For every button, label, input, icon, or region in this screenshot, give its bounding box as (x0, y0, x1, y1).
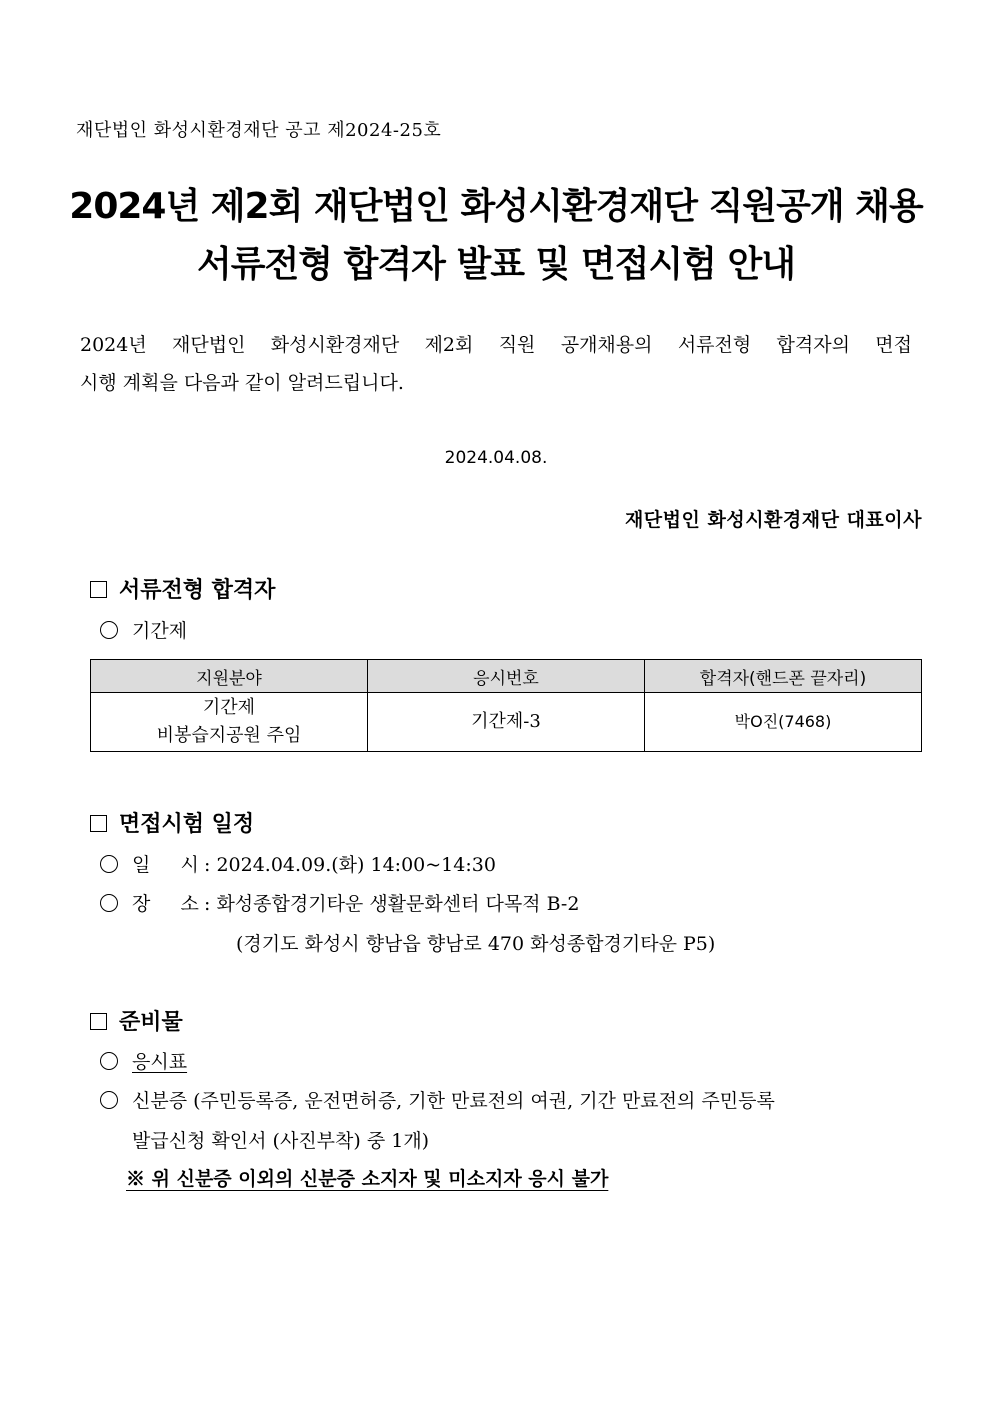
id-card-text-line1: 신분증 (주민등록증, 운전면허증, 기한 만료전의 여권, 기간 만료전의 주민등록 (132, 1090, 775, 1112)
table-header-cell: 응시번호 (368, 660, 645, 693)
bullet-text: 기간제 (132, 620, 188, 642)
date-label: 일 시 (132, 854, 199, 876)
section-title: 면접시험 일정 (119, 812, 255, 837)
place-label: 장 소 (132, 893, 199, 915)
page-title-line2: 서류전형 합격자 발표 및 면접시험 안내 (196, 244, 796, 285)
circle-bullet-icon (100, 1052, 118, 1070)
date-value: : 2024.04.09.(화) 14:00~14:30 (204, 854, 496, 876)
table-header-row (91, 660, 922, 693)
notice-number: 재단법인 화성시환경재단 공고 제2024-25호 (76, 120, 442, 141)
checkbox-square-icon (90, 815, 107, 832)
section-interview-schedule (90, 807, 254, 838)
bullet-interview-date (100, 850, 496, 877)
field-line2: 비봉습지공원 주임 (156, 725, 302, 746)
exam-ticket-text: 응시표 (132, 1051, 188, 1073)
circle-bullet-icon (100, 1091, 118, 1109)
section-title: 준비물 (119, 1010, 183, 1035)
section-document-screening (90, 573, 275, 604)
id-warning: ※ 위 신분증 이외의 신분증 소지자 및 미소지자 응시 불가 (126, 1168, 609, 1190)
circle-bullet-icon (100, 621, 118, 639)
issuer: 재단법인 화성시환경재단 대표이사 (624, 509, 922, 531)
page-title-line1: 2024년 제2회 재단법인 화성시환경재단 직원공개 채용 (69, 186, 923, 227)
table-cell-passer: 박O진(7468) (645, 693, 922, 752)
bullet-id-card (100, 1086, 775, 1113)
checkbox-square-icon (90, 581, 107, 598)
field-line1: 기간제 (202, 697, 256, 718)
announcement-date: 2024.04.08. (444, 448, 548, 468)
intro-line2: 시행 계획을 다음과 같이 알려드립니다. (80, 372, 404, 394)
table-cell-number: 기간제-3 (368, 693, 645, 752)
bullet-interview-place (100, 889, 579, 916)
intro-line1: 2024년 재단법인 화성시환경재단 제2회 직원 공개채용의 서류전형 합격자의 면접 (80, 334, 912, 356)
place-value: : 화성종합경기타운 생활문화센터 다목적 B-2 (204, 893, 580, 915)
checkbox-square-icon (90, 1013, 107, 1030)
table-header-cell: 합격자(핸드폰 끝자리) (645, 660, 922, 693)
section-requirements (90, 1005, 183, 1036)
results-table (90, 659, 922, 752)
bullet-exam-ticket (100, 1047, 187, 1074)
bullet-contract-type (100, 616, 187, 643)
place-address: (경기도 화성시 향남읍 향남로 470 화성종합경기타운 P5) (236, 933, 716, 955)
id-card-text-line2: 발급신청 확인서 (사진부착) 중 1개) (132, 1130, 430, 1152)
table-row (91, 693, 922, 752)
section-title: 서류전형 합격자 (119, 578, 276, 603)
circle-bullet-icon (100, 894, 118, 912)
table-header-cell: 지원분야 (91, 660, 368, 693)
circle-bullet-icon (100, 855, 118, 873)
table-cell-field (91, 693, 368, 752)
